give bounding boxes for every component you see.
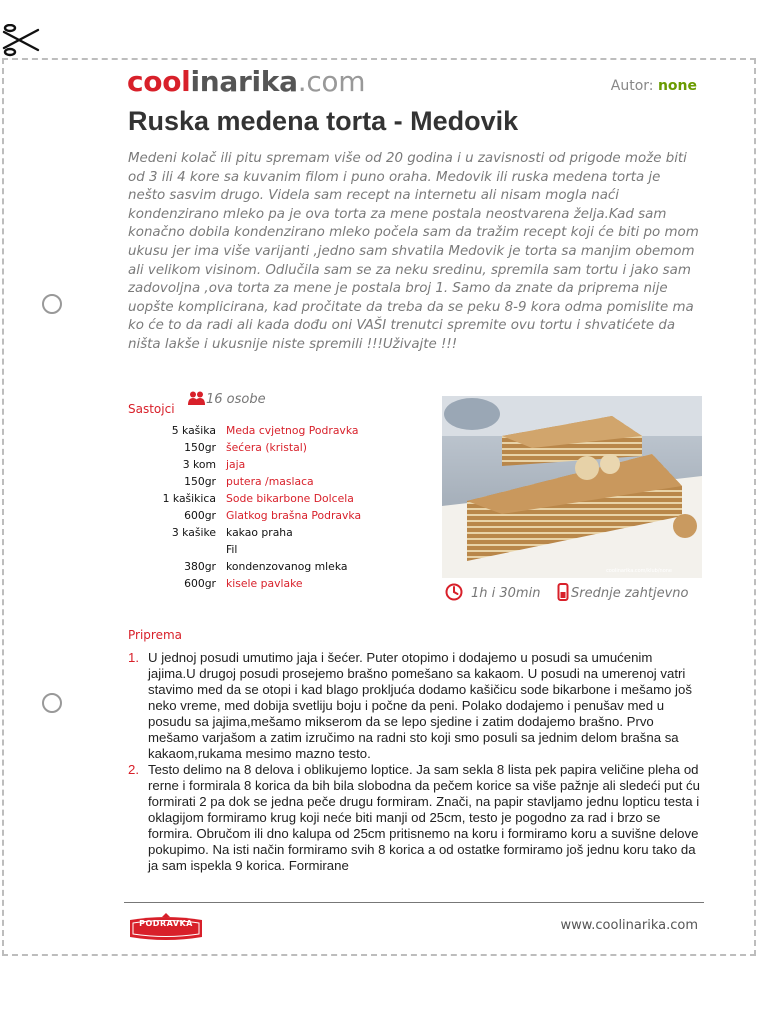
ingredient-quantity: 380gr	[184, 560, 216, 573]
ingredient-item	[128, 558, 428, 575]
ingredient-name: kondenzovanog mleka	[226, 560, 348, 573]
recipe-intro: Medeni kolač ili pitu spremam više od 20 godina i u zavisnosti od prigode može biti od 3 ili 4 kore sa kuvanim filom i puno oraha. Medovik ili ruska medena torta je nešto sasvim drugo. Videla sam recept na internetu ali nisam mogla naći kondenzirano mleko pa je ova torta za mene postala neostvarena želja.Kad sam konačno dobila kondenzirano mleko počela sam da tražim recept koji će biti po mom ukusu jer ima više varijanti ,jedno sam shvatila Medovik je torta sa manjim obemom ali velikom visinom. Odlučila sam se za neku sredinu, spremila sam tortu i jako sam zadovoljna ,ova torta za mene je postala broj 1. Samo da znate da priprema nije uopšte komplicirana, kad pročitate da treba da se peku 8-9 kora odma pomislite ma ko će to da radi ali kada dođu oni VAŠI trenutci spremite ovu tortu i shvatićete da ništa lakše i ukusnije niste spremili !!!Uživajte !!!	[128, 151, 699, 352]
svg-text:coolinarika.com/klub/none: coolinarika.com/klub/none	[606, 568, 672, 574]
servings-value: 16 osobe	[206, 392, 266, 407]
ingredient-item	[128, 524, 428, 541]
scissors-icon	[2, 24, 42, 60]
logo-part-inarika: inarika	[190, 65, 298, 98]
preparation-steps	[128, 650, 702, 876]
ingredient-quantity: 600gr	[184, 509, 216, 522]
ingredient-name[interactable]: Meda cvjetnog Podravka	[226, 424, 359, 437]
ingredient-item	[128, 422, 428, 439]
logo-part-com: .com	[297, 65, 366, 98]
ingredients-heading: Sastojci	[128, 402, 175, 416]
ingredient-name[interactable]: putera /maslaca	[226, 475, 314, 488]
ingredient-quantity	[128, 541, 216, 558]
logo-part-cool: cool	[127, 65, 191, 98]
punch-hole	[42, 294, 62, 314]
difficulty-icon	[557, 583, 569, 601]
ingredient-quantity: 150gr	[184, 441, 216, 454]
ingredient-name[interactable]: kisele pavlake	[226, 577, 303, 590]
people-icon	[188, 391, 206, 405]
step-text: U jednoj posudi umutimo jaja i šećer. Puter otopimo i dodajemo u posudi sa umućenim jajima.U drugoj posudi prosejemo brašno pomešano sa kakaom. U posudi na umerenoj vatri stavimo med da se otopi i kad blago prokljuća dodamo kašičicu sode bikarbone i mešamo još neko vreme, med dobija svetliju boju i počne da peni. Polako dodajemo i penušav med u posudu sa jajima,mešamo mikserom da se lepo sjedine i zatim dodajemo brašno. Prvo mešamo varjašom a zatim izručimo na radni sto koji smo posuli sa jednim delom brašna sa kakaom,rukama mesimo mazno testo.	[148, 650, 692, 761]
author-info	[611, 78, 697, 94]
ingredient-item	[128, 507, 428, 524]
step-item	[128, 650, 702, 762]
step-number: 1.	[128, 650, 139, 665]
ingredient-name[interactable]: šećera (kristal)	[226, 441, 307, 454]
punch-hole	[42, 693, 62, 713]
ingredients-list	[128, 422, 428, 592]
ingredient-name: Fil	[226, 543, 238, 556]
ingredient-item	[128, 541, 428, 558]
ingredient-quantity: 600gr	[184, 577, 216, 590]
ingredient-name: kakao praha	[226, 526, 293, 539]
ingredient-quantity: 1 kašikica	[162, 492, 216, 505]
difficulty-value: Srednje zahtjevno	[571, 586, 689, 601]
cake-photo	[442, 396, 702, 578]
footer-site-link[interactable]: www.coolinarika.com	[560, 918, 698, 933]
ingredient-item	[128, 439, 428, 456]
ingredient-item	[128, 473, 428, 490]
difficulty	[557, 583, 688, 601]
recipe-title: Ruska medena torta - Medovik	[128, 106, 519, 136]
ingredient-item	[128, 490, 428, 507]
step-text: Testo delimo na 8 delova i oblikujemo loptice. Ja sam sekla 8 lista pek papira veličine pleha od rerne i formirala 8 korica da bih bila slobodna da pečem korice sa više pažnje ali sledeći put ću formirati 2 pa dok se jedna peče drugu formiram. Znači, na papir stavljamo jednu lopticu testa i oklagijom formiramo krug koji neće biti manji od 25cm, testo je pogodno za rad i brzo se formira. Obručom ili dno kalupa od 25cm pritisnemo na koru i formiramo koru a suvišne delove pokupimo. Na isti način formiramo svih 8 korica a od ostatke formiramo još jednu koru tako da ja sam ispekla 9 korica. Formirane	[148, 762, 700, 873]
ingredient-quantity: 3 kašike	[171, 526, 216, 539]
ingredient-name[interactable]: Glatkog brašna Podravka	[226, 509, 362, 522]
podravka-wordmark: PODRAVKA	[139, 919, 193, 928]
ingredient-name[interactable]: Sode bikarbone Dolcela	[226, 492, 354, 505]
servings	[188, 391, 266, 407]
ingredient-item	[128, 575, 428, 592]
ingredient-item	[128, 456, 428, 473]
clock-icon	[445, 583, 463, 601]
prep-time-value: 1h i 30min	[471, 586, 541, 601]
author-label: Autor:	[610, 78, 654, 94]
step-number: 2.	[128, 762, 139, 777]
author-name[interactable]: none	[657, 78, 697, 94]
step-item	[128, 762, 702, 874]
ingredient-name[interactable]: jaja	[226, 458, 246, 471]
preparation-heading: Priprema	[128, 628, 183, 642]
footer-divider	[124, 902, 704, 903]
prep-time	[445, 583, 540, 601]
site-logo[interactable]	[127, 64, 365, 100]
ingredient-quantity: 3 kom	[182, 458, 216, 471]
ingredient-quantity: 5 kašika	[171, 424, 216, 437]
ingredient-quantity: 150gr	[184, 475, 216, 488]
